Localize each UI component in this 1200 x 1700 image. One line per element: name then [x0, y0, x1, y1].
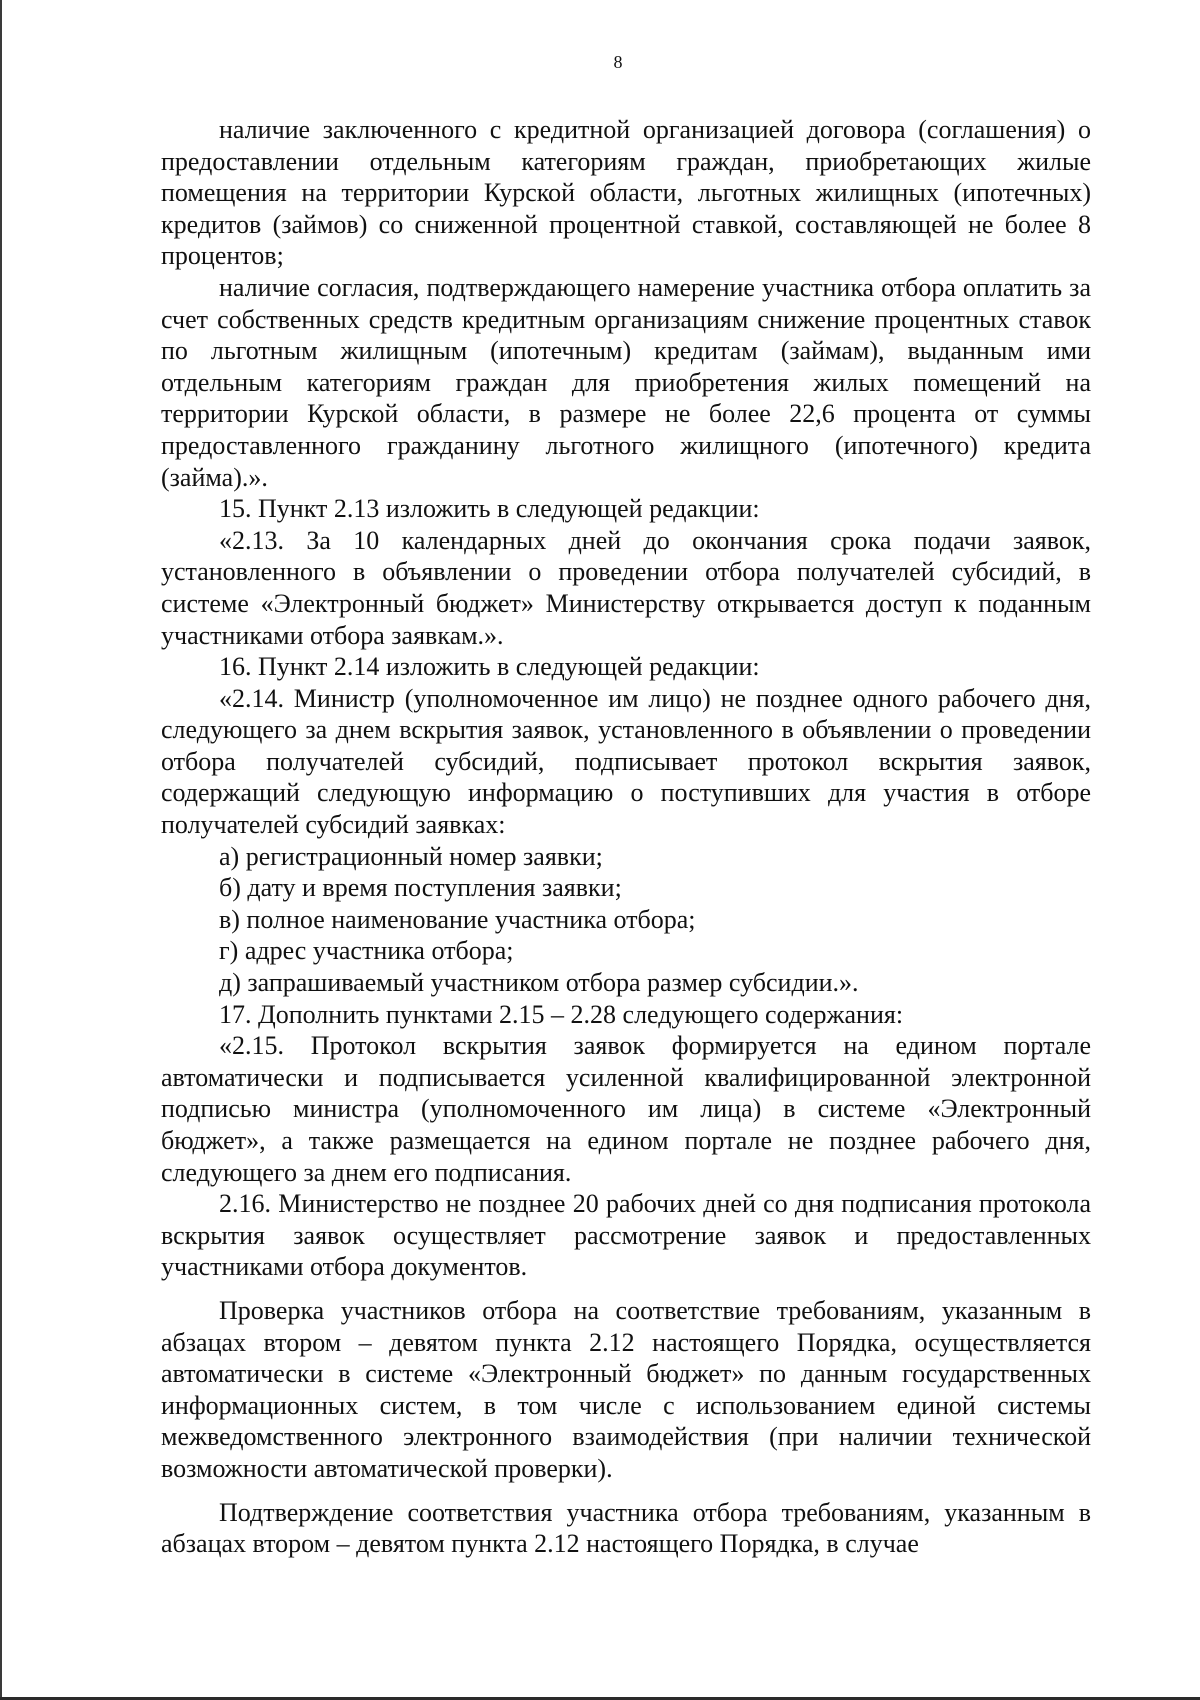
list-item-v: в) полное наименование участника отбора;	[219, 904, 696, 934]
scan-edge-left	[0, 0, 2, 1700]
paragraph-item-15: 15. Пункт 2.13 изложить в следующей редакции:	[219, 494, 760, 524]
paragraph-clause-2-13: «2.13. За 10 календарных дней до окончания срока подачи заявок, установленного в объявлении о проведении отбора получателей субсидий, в системе «Электронный бюджет» Министерству открывается доступ к поданным участниками отбора заявкам.».	[161, 525, 1091, 650]
paragraph-clause-2-16: 2.16. Министерство не позднее 20 рабочих дней со дня подписания протокола вскрытия заявок осуществляет рассмотрение заявок и предоставленных участниками отбора документов.	[161, 1189, 1091, 1282]
paragraph-verification: Проверка участников отбора на соответствие требованиям, указанным в абзацах втором – девятом пункта 2.12 настоящего Порядка, осуществляется автоматически в системе «Электронный бюджет» по данным государственных информационных систем, в том числе с использованием единой системы межведомственного электронного взаимодействия (при наличии технической возможности автоматической проверки).	[161, 1295, 1091, 1483]
page-number: 8	[613, 52, 623, 72]
paragraph-consent: наличие согласия, подтверждающего намерение участника отбора оплатить за счет собственных средств кредитным организациям снижение процентных ставок по льготным жилищным (ипотечным) кредитам (займам), выданным ими отдельным категориям граждан для приобретения жилых помещений на территории Курской области, в размере не более 22,6 процента от суммы предоставленного гражданину льготного жилищного (ипотечного) кредита (займа).».	[161, 272, 1091, 492]
paragraph-item-17: 17. Дополнить пунктами 2.15 – 2.28 следующего содержания:	[219, 999, 904, 1029]
paragraph-clause-2-14: «2.14. Министр (уполномоченное им лицо) не позднее одного рабочего дня, следующего за днем вскрытия заявок, установленного в объявлении о проведении отбора получателей субсидий, подписывает протокол вскрытия заявок, содержащий следующую информацию о поступивших для участия в отборе получателей субсидий заявках:	[161, 683, 1091, 840]
paragraph-loan-agreement: наличие заключенного с кредитной организацией договора (соглашения) о предоставлении отдельным категориям граждан, приобретающих жилые помещения на территории Курской области, льготных жилищных (ипотечных) кредитов (займов) со сниженной процентной ставкой, составляющей не более 8 процентов;	[161, 115, 1091, 271]
list-item-b: б) дату и время поступления заявки;	[219, 873, 622, 903]
paragraph-item-16: 16. Пункт 2.14 изложить в следующей редакции:	[219, 652, 760, 682]
document-body	[161, 114, 1091, 1560]
list-item-d: д) запрашиваемый участником отбора размер субсидии.».	[219, 968, 859, 998]
paragraph-clause-2-15: «2.15. Протокол вскрытия заявок формируется на едином портале автоматически и подписывается усиленной квалифицированной электронной подписью министра (уполномоченного им лица) в системе «Электронный бюджет», а также размещается на едином портале не позднее рабочего дня, следующего за днем его подписания.	[161, 1031, 1091, 1187]
paragraph-confirmation: Подтверждение соответствия участника отбора требованиям, указанным в абзацах втором – девятом пункта 2.12 настоящего Порядка, в случае	[161, 1497, 1091, 1559]
list-item-g: г) адрес участника отбора;	[219, 936, 514, 966]
list-item-a: а) регистрационный номер заявки;	[219, 841, 603, 871]
